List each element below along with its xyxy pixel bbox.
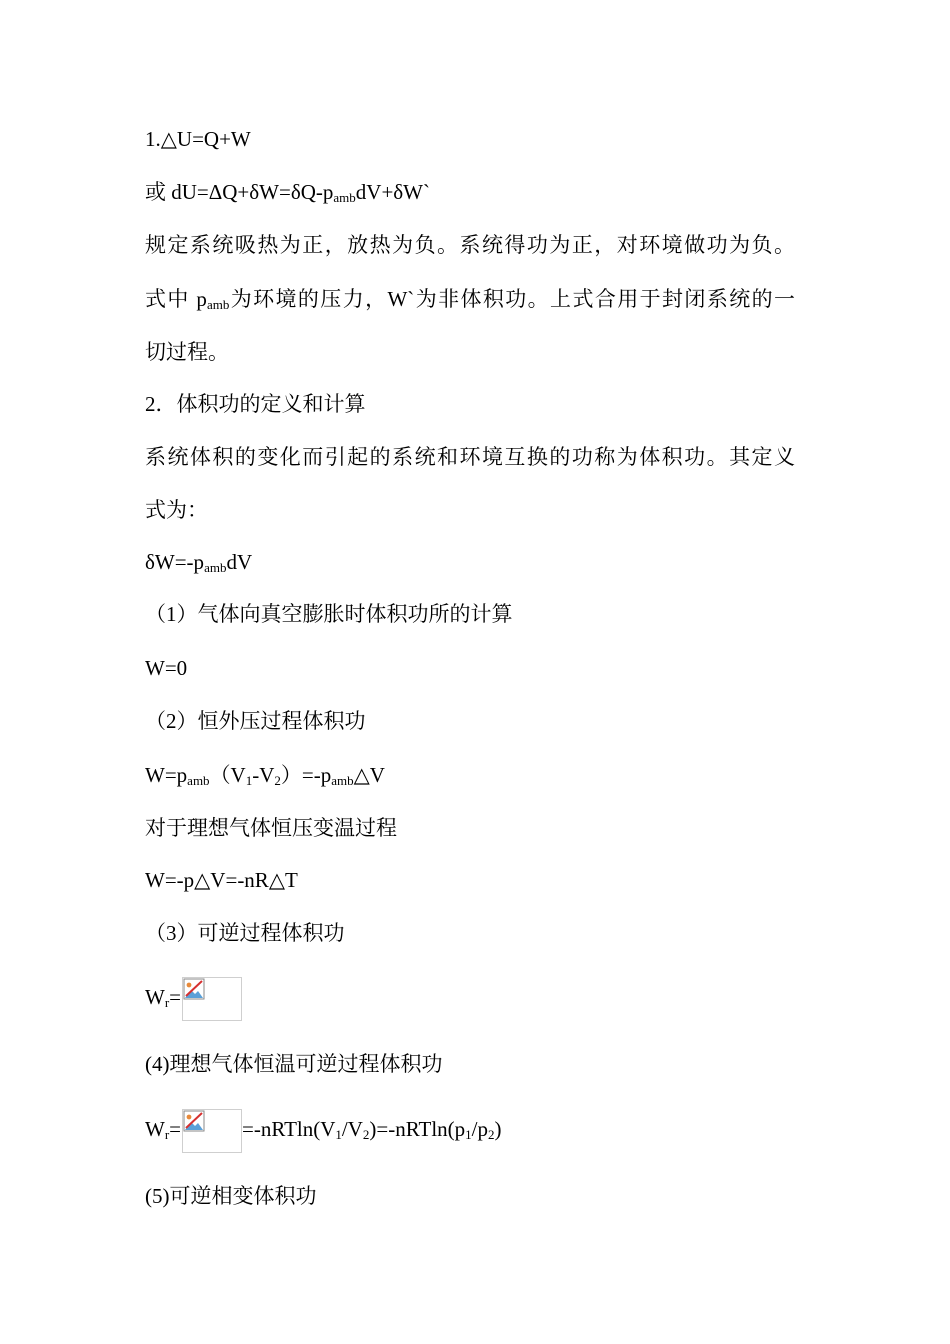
formula-image-placeholder (182, 977, 242, 1021)
line-sign-convention: 规定系统吸热为正，放热为负。系统得功为正，对环境做功为负。 (145, 233, 795, 257)
formula-volume-work: $\delta W=-p_{amb}dV$ (145, 550, 253, 575)
broken-image-icon (183, 1110, 205, 1132)
subheading-isothermal-reversible: (4)理想气体恒温可逆过程体积功 (145, 1052, 443, 1076)
formula-isothermal-reversible: $W_r=$ $=-nRTln(V_1/V_2)=-nRTln(p_1/p_2)$ (145, 1107, 502, 1153)
line-differential-form: 或 $dU=\Delta Q+\delta W=\delta Q-p_{amb}dV+\delta W`$ (145, 180, 430, 205)
formula-reversible-work: $W_r=$ (145, 975, 242, 1021)
formula-image-placeholder (182, 1109, 242, 1153)
subheading-reversible-work: （3）可逆过程体积功 (145, 921, 345, 945)
line-volume-work-definition: 系统体积的变化而引起的系统和环境互换的功称为体积功。其定义 (145, 445, 795, 469)
section-heading-volume-work: 2．体积功的定义和计算 (145, 392, 366, 416)
formula-ideal-gas-isobaric: W=-p△V=-nR△T (145, 868, 298, 892)
line-definition-formula-intro: 式为： (145, 498, 208, 522)
line-first-law: 1.△U=Q+W (145, 127, 251, 151)
broken-image-icon (183, 978, 205, 1000)
line-pamb-definition: 式中 $p_{amb}$为环境的压力，W`为非体积功。上式合用于封闭系统的一 (145, 287, 796, 312)
subheading-constant-external-pressure: （2）恒外压过程体积功 (145, 709, 366, 733)
subheading-phase-change-work: (5)可逆相变体积功 (145, 1184, 317, 1208)
line-all-processes: 切过程。 (145, 340, 229, 364)
subheading-vacuum-expansion: （1）气体向真空膨胀时体积功所的计算 (145, 602, 513, 626)
line-ideal-gas-isobaric: 对于理想气体恒压变温过程 (145, 816, 397, 840)
formula-constant-pressure-work: $W=p_{amb}(V_1-V_2)=-p_{amb}\triangle V$ (145, 763, 385, 788)
formula-w-zero: W=0 (145, 656, 188, 680)
